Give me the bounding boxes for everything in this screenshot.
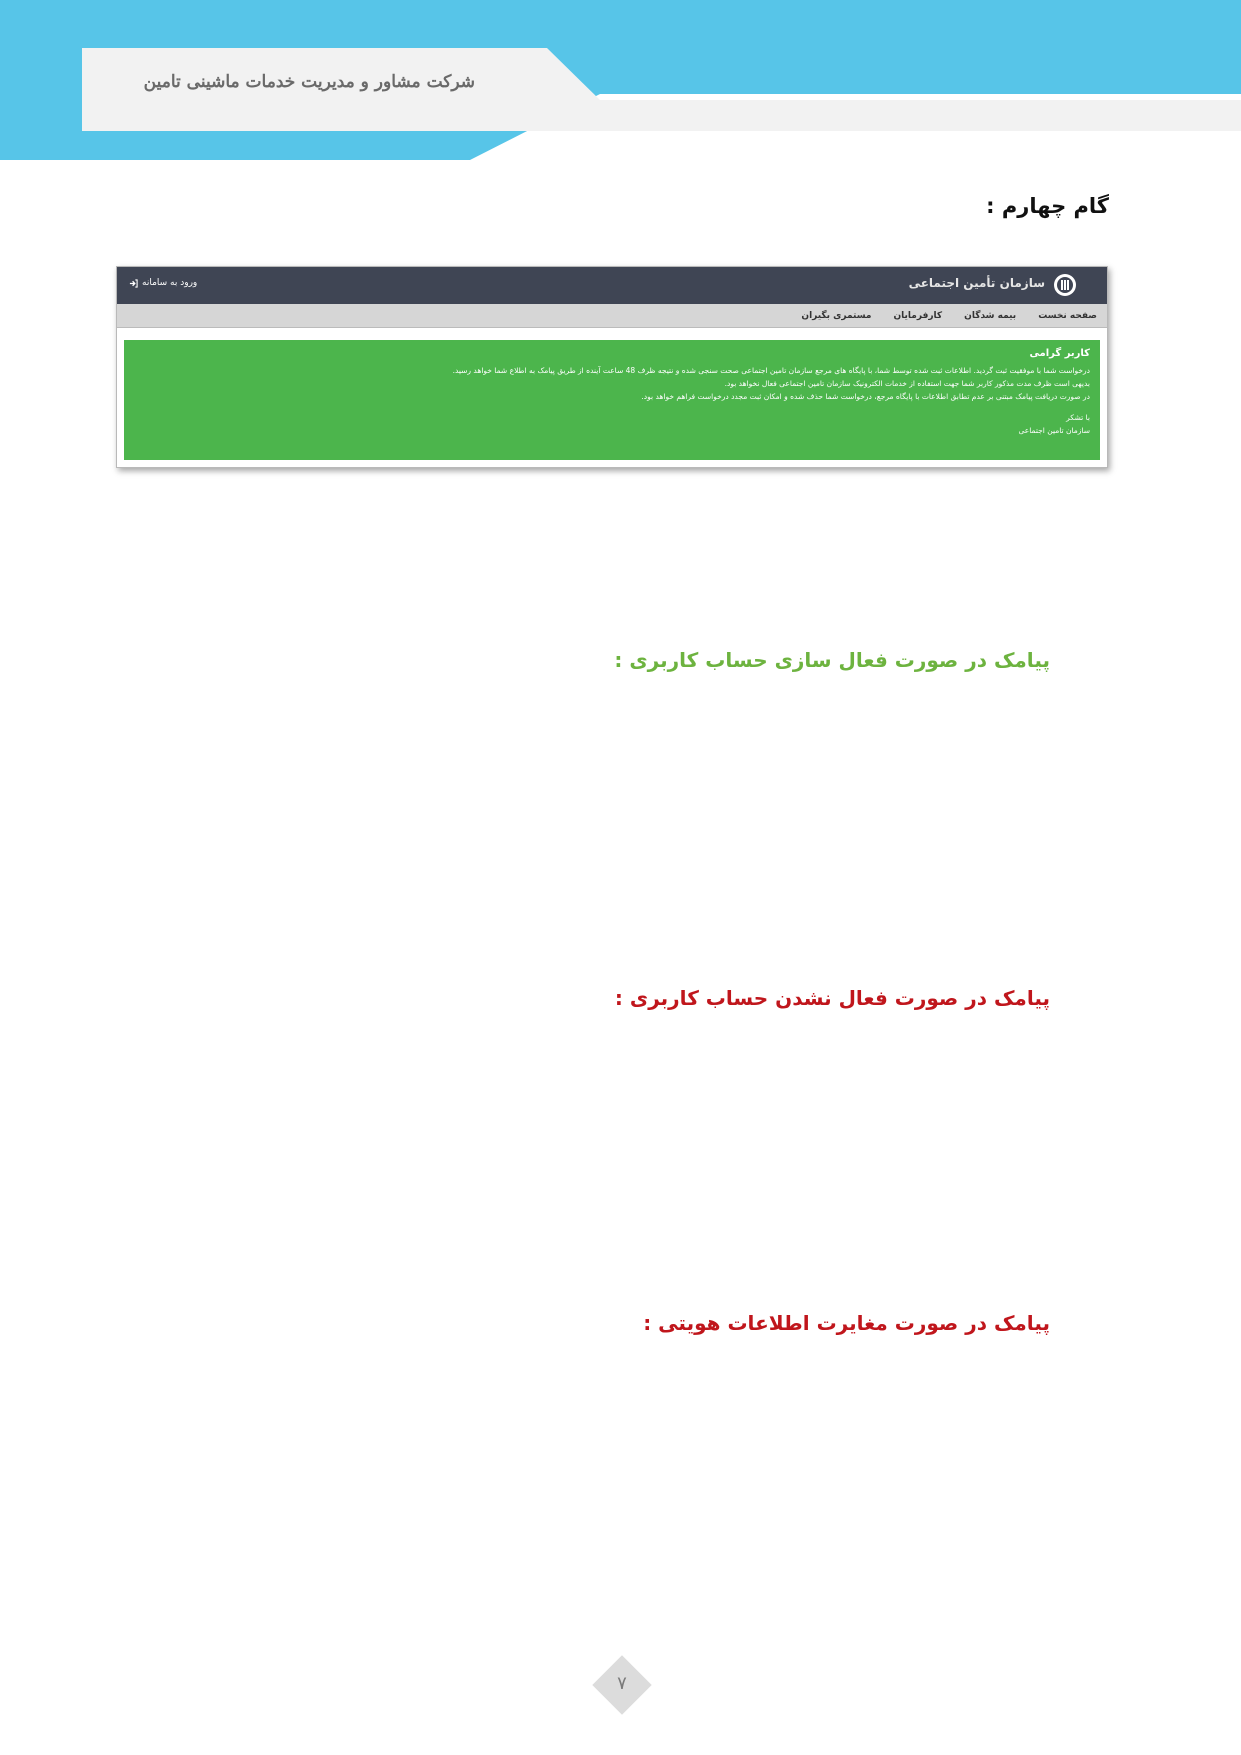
section-heading-activated: پیامک در صورت فعال سازی حساب کاربری :	[614, 648, 1050, 672]
page-number: ۷	[617, 1673, 627, 1694]
login-link[interactable]	[129, 278, 197, 288]
portal-screenshot	[116, 266, 1108, 468]
portal-topbar	[117, 267, 1107, 304]
login-icon	[129, 279, 138, 288]
nav-item-pensioners[interactable]: مستمری بگیران	[801, 310, 872, 321]
portal-nav	[117, 304, 1107, 328]
step-heading: گام چهارم :	[986, 194, 1109, 218]
logo-icon	[1053, 273, 1077, 297]
company-title: شرکت مشاور و مدیریت خدمات ماشینی تامین	[143, 72, 475, 92]
nav-item-home[interactable]: صفحه نخست	[1038, 310, 1097, 321]
success-notice	[124, 340, 1100, 460]
section-heading-mismatch: پیامک در صورت مغایرت اطلاعات هویتی :	[643, 1311, 1050, 1335]
notice-thanks: با تشکر	[1066, 413, 1090, 422]
nav-item-employers[interactable]: کارفرمایان	[893, 310, 943, 321]
notice-line: درخواست شما با موفقیت ثبت گردید. اطلاعات ثبت شده توسط شما، با پایگاه های مرجع سازمان تامین اجتماعی صحت سنجی شده و نتیجه ظرف 48 ساعت آینده از طریق پیامک به اطلاع شما خواهد رسید.	[452, 366, 1090, 375]
notice-line: بدیهی است ظرف مدت مذکور کاربر شما جهت استفاده از خدمات الکترونیک سازمان تامین اجتماعی فعال نخواهد بود.	[724, 379, 1090, 388]
logo-text: سازمان تأمین اجتماعی	[908, 276, 1045, 290]
notice-title: کاربر گرامی	[1029, 348, 1090, 359]
notice-signature: سازمان تامین اجتماعی	[1018, 426, 1090, 435]
nav-item-insured[interactable]: بیمه شدگان	[964, 310, 1017, 321]
notice-line: در صورت دریافت پیامک مبتنی بر عدم تطابق اطلاعات با پایگاه مرجع، درخواست شما حذف شده و امکان ثبت مجدد درخواست فراهم خواهد بود.	[641, 392, 1090, 401]
login-label: ورود به سامانه	[142, 278, 198, 288]
section-heading-not-activated: پیامک در صورت فعال نشدن حساب کاربری :	[614, 986, 1050, 1010]
